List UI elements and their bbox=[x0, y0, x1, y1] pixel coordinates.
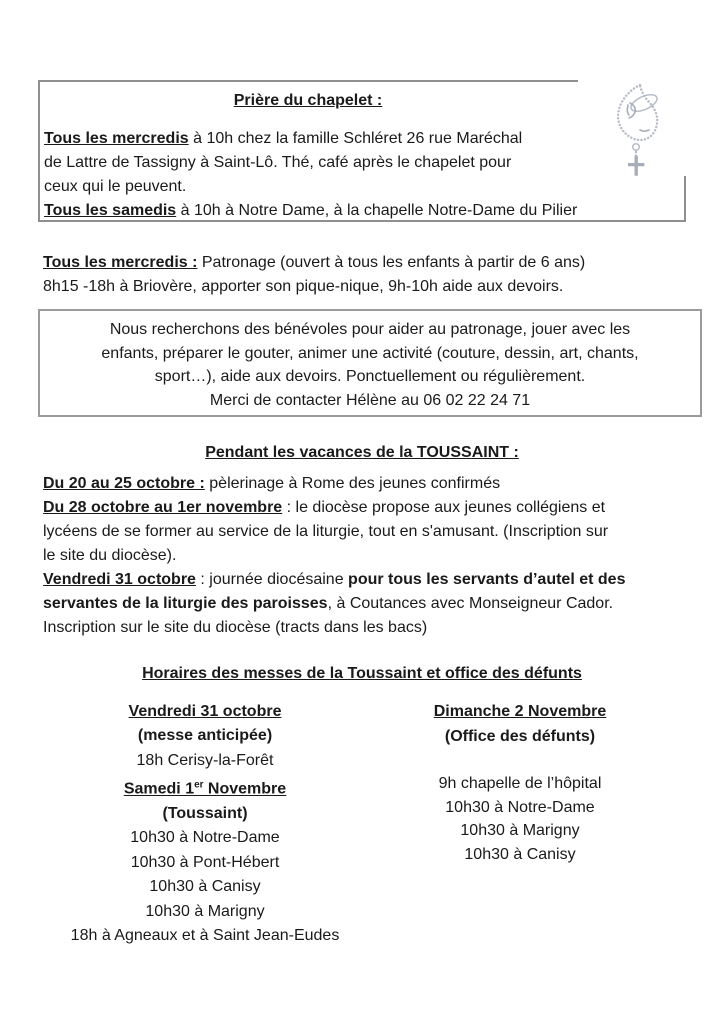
schedule-line: 18h à Agneaux et à Saint Jean-Eudes bbox=[70, 926, 340, 944]
sunday-items bbox=[350, 772, 690, 866]
masses-right-column bbox=[350, 700, 690, 866]
volunteers-line: Merci de contacter Hélène au 06 02 22 24 71 bbox=[209, 391, 531, 409]
schedule-line: 10h30 à Notre-Dame bbox=[445, 798, 595, 816]
toussaint-line: Du 20 au 25 octobre : pèlerinage à Rome des jeunes confirmés bbox=[43, 475, 501, 492]
rosary-virgin-mary-graphic bbox=[594, 70, 706, 182]
toussaint-line: le site du diocèse). bbox=[43, 547, 177, 564]
volunteers-line: enfants, préparer le gouter, animer une activité (couture, dessin, art, chants, bbox=[101, 344, 639, 362]
chapelet-body bbox=[44, 127, 577, 223]
patronage-line: 8h15 -18h à Briovère, apporter son pique-nique, 9h-10h aide aux devoirs. bbox=[43, 278, 564, 295]
mary-veil-line bbox=[627, 105, 629, 115]
toussaint-body bbox=[43, 472, 625, 640]
saturday-items bbox=[35, 826, 375, 948]
toussaint-line: servantes de la liturgie des paroisses, à Coutances avec Monseigneur Cador. bbox=[43, 595, 614, 612]
chapelet-line: ceux qui le peuvent. bbox=[44, 178, 187, 195]
schedule-line: 10h30 à Canisy bbox=[149, 878, 261, 896]
volunteers-line: sport…), aide aux devoirs. Ponctuellement ou régulièrement. bbox=[154, 368, 586, 385]
rosary-virgin-mary-icon bbox=[594, 70, 706, 182]
toussaint-line: Du 28 octobre au 1er novembre : le diocèse propose aux jeunes collégiens et bbox=[43, 499, 606, 516]
cross-icon bbox=[628, 156, 644, 176]
column-header-friday: Vendredi 31 octobre bbox=[128, 703, 282, 720]
schedule-line: 10h30 à Marigny bbox=[145, 902, 265, 920]
mantle-beads bbox=[618, 85, 657, 140]
toussaint-line: Inscription sur le site du diocèse (tracts dans les bacs) bbox=[43, 619, 428, 636]
patronage-section bbox=[43, 251, 585, 299]
masses-heading: Horaires des messes de la Toussaint et office des défunts bbox=[142, 665, 582, 682]
column-spacer bbox=[350, 749, 690, 772]
chapelet-line: de Lattre de Tassigny à Saint-Lô. Thé, café après le chapelet pour bbox=[44, 154, 512, 171]
patronage-line: Tous les mercredis : Patronage (ouvert à tous les enfants à partir de 6 ans) bbox=[43, 254, 586, 271]
medal-bead bbox=[633, 144, 640, 151]
schedule-line: 18h Cerisy-la-Forêt bbox=[136, 751, 274, 769]
box-border-right bbox=[684, 176, 686, 222]
box-border-top bbox=[38, 80, 578, 82]
schedule-line: 10h30 à Marigny bbox=[460, 822, 580, 839]
schedule-line: 10h30 à Notre-Dame bbox=[130, 829, 280, 847]
masses-left-column bbox=[35, 700, 375, 948]
volunteers-box bbox=[38, 309, 702, 417]
toussaint-line: lycéens de se former au service de la liturgie, tout en s'amusant. (Inscription sur bbox=[43, 523, 609, 540]
column-subheader-office-defunts: (Office des défunts) bbox=[444, 727, 596, 745]
chapelet-line: Tous les samedis à 10h à Notre Dame, à la chapelle Notre-Dame du Pilier bbox=[44, 202, 578, 219]
chapelet-box bbox=[38, 80, 686, 222]
column-subheader-toussaint: (Toussaint) bbox=[162, 804, 248, 822]
column-header-saturday: Samedi 1er Novembre bbox=[123, 779, 287, 798]
chapelet-title: Prière du chapelet : bbox=[233, 92, 383, 109]
chapelet-line: Tous les mercredis à 10h chez la famille Schléret 26 rue Maréchal bbox=[44, 130, 523, 147]
volunteers-line: Nous recherchons des bénévoles pour aider au patronage, jouer avec les bbox=[109, 321, 631, 338]
column-subheader-anticipated-mass: (messe anticipée) bbox=[137, 727, 273, 745]
schedule-line: 10h30 à Canisy bbox=[464, 845, 576, 863]
schedule-line: 9h chapelle de l’hôpital bbox=[438, 775, 602, 792]
schedule-line: 10h30 à Pont-Hébert bbox=[130, 853, 280, 871]
toussaint-line: Vendredi 31 octobre : journée diocésaine pour tous les servants d’autel et des bbox=[43, 571, 626, 588]
friday-items bbox=[35, 749, 375, 773]
toussaint-heading: Pendant les vacances de la TOUSSAINT : bbox=[205, 444, 519, 461]
mary-hands bbox=[640, 130, 649, 131]
column-header-sunday: Dimanche 2 Novembre bbox=[433, 703, 607, 720]
